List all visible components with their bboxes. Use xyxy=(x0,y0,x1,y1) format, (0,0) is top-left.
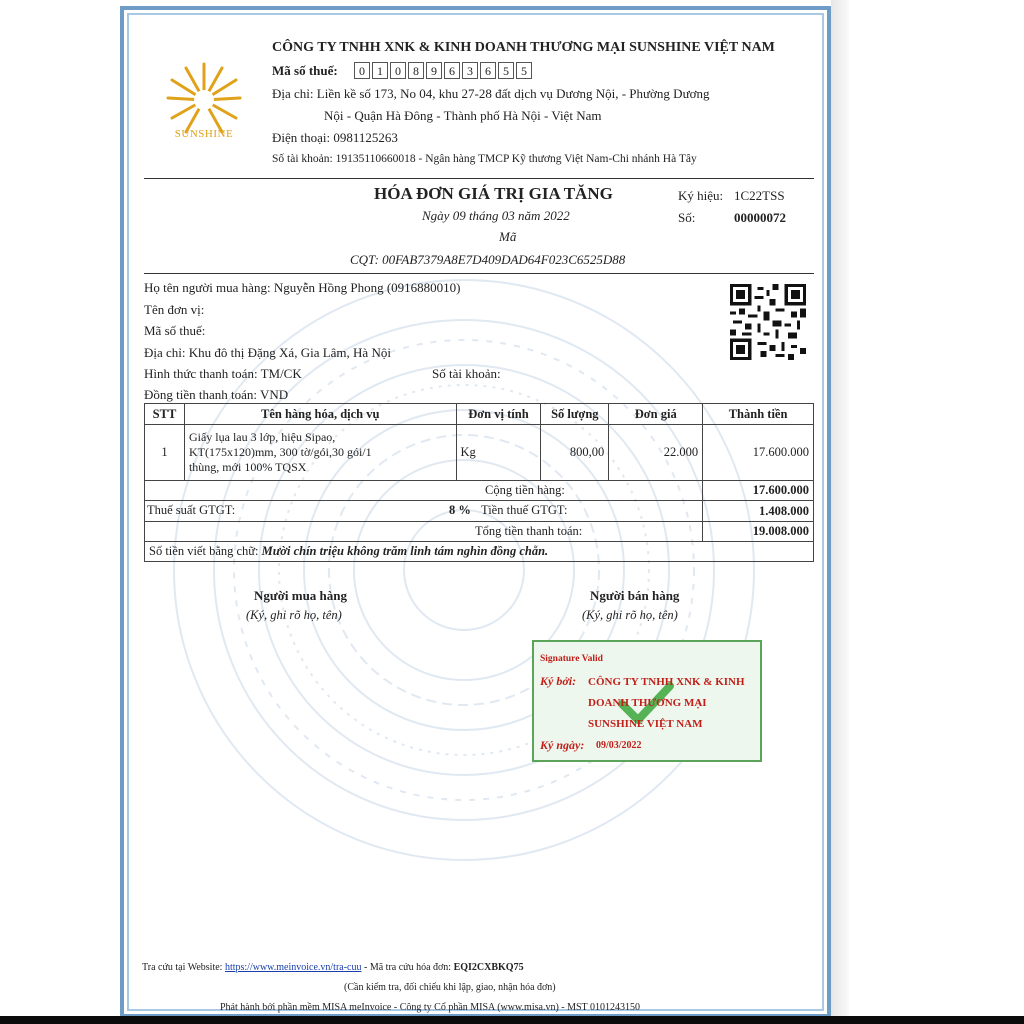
qr-code-icon xyxy=(730,284,806,360)
vat-rate-label: Thuế suất GTGT: xyxy=(147,503,236,517)
subtotal-value: 17.600.000 xyxy=(703,481,814,501)
total-row xyxy=(145,522,814,542)
tax-digit: 0 xyxy=(390,62,406,79)
tax-digit: 0 xyxy=(354,62,370,79)
lookup-code-text: - Mã tra cứu hóa đơn: xyxy=(364,962,452,973)
bottom-bar xyxy=(0,1016,1024,1024)
tax-digit: 6 xyxy=(480,62,496,79)
buyer-tax-code: Mã số thuế: xyxy=(144,323,206,338)
total-value: 19.008.000 xyxy=(703,522,814,542)
signed-by-line2: DOANH THƯƠNG MẠI xyxy=(588,697,707,709)
buyer-unit: Tên đơn vị: xyxy=(144,302,205,317)
items-table xyxy=(144,403,814,562)
currency: Đồng tiền thanh toán: VND xyxy=(144,387,289,402)
signed-date-value: 09/03/2022 xyxy=(596,740,642,751)
buyer-name: Họ tên người mua hàng: Nguyễn Hồng Phong (0916880010) xyxy=(144,280,461,295)
tax-code-boxes xyxy=(354,62,534,79)
company-address-line2: Nội - Quận Hà Đông - Thành phố Hà Nội - Việt Nam xyxy=(324,108,602,123)
buyer-signature-note: (Ký, ghi rõ họ, tên) xyxy=(246,608,342,622)
tax-digit: 1 xyxy=(372,62,388,79)
tax-digit: 9 xyxy=(426,62,442,79)
symbol-value: 1C22TSS xyxy=(734,188,785,203)
vat-cell xyxy=(145,501,703,522)
header-unit: Đơn vị tính xyxy=(456,404,541,425)
table-row xyxy=(145,425,814,481)
number-label: Số: xyxy=(678,210,696,225)
amount-in-words-value: Mười chín triệu không trăm linh tám nghìn đồng chẵn. xyxy=(261,544,549,558)
invoice-date: Ngày 09 tháng 03 năm 2022 xyxy=(422,208,570,223)
buyer-address: Địa chỉ: Khu đô thị Đặng Xá, Gia Lâm, Hà Nội xyxy=(144,345,391,360)
number-value: 00000072 xyxy=(734,210,786,225)
vat-rate-value: 8 % xyxy=(449,503,471,517)
row-unit-price: 22.000 xyxy=(609,425,703,481)
item-name-line3: thùng, mới 100% TQSX xyxy=(188,460,307,474)
footer-note: (Cần kiểm tra, đối chiếu khi lập, giao, nhận hóa đơn) xyxy=(344,982,556,993)
header-amount: Thành tiền xyxy=(703,404,814,425)
cqt-code-label: Mã xyxy=(499,229,517,244)
buyer-account: Số tài khoản: xyxy=(432,366,501,381)
vat-amount-label: Tiền thuế GTGT: xyxy=(481,503,568,517)
lookup-code: EQI2CXBKQ75 xyxy=(453,962,524,973)
lookup-prefix: Tra cứu tại Website: xyxy=(142,962,223,973)
tax-digit: 8 xyxy=(408,62,424,79)
signature-valid-label: Signature Valid xyxy=(540,654,603,664)
vat-row xyxy=(145,501,814,522)
company-address-line1: Địa chỉ: Liền kề số 173, No 04, khu 27-28 đất dịch vụ Dương Nội, - Phường Dương xyxy=(272,86,710,101)
company-phone: Điện thoại: 0981125263 xyxy=(272,130,398,145)
header-stt: STT xyxy=(145,404,185,425)
total-label: Tổng tiền thanh toán: xyxy=(145,522,703,542)
cqt-code: CQT: 00FAB7379A8E7D409DAD64F023C6525D88 xyxy=(350,252,626,267)
invoice-document xyxy=(120,6,831,1018)
subtotal-row xyxy=(145,481,814,501)
tax-digit: 6 xyxy=(444,62,460,79)
table-header-row xyxy=(145,404,814,425)
amount-in-words-row xyxy=(145,542,814,562)
signed-by-line3: SUNSHINE VIỆT NAM xyxy=(588,718,703,730)
company-name: CÔNG TY TNHH XNK & KINH DOANH THƯƠNG MẠI SUNSHINE VIỆT NAM xyxy=(272,40,775,55)
tax-digit: 5 xyxy=(516,62,532,79)
tax-code-label: Mã số thuế: xyxy=(272,63,338,78)
row-item-name xyxy=(184,425,456,481)
signed-by-line1: CÔNG TY TNHH XNK & KINH xyxy=(588,676,745,688)
digital-signature-box xyxy=(532,640,762,762)
seller-signature-title: Người bán hàng xyxy=(590,588,680,603)
title-divider xyxy=(144,273,814,274)
buyer-signature-title: Người mua hàng xyxy=(254,588,348,603)
seller-signature-note: (Ký, ghi rõ họ, tên) xyxy=(582,608,678,622)
header-quantity: Số lượng xyxy=(541,404,609,425)
invoice-title: HÓA ĐƠN GIÁ TRỊ GIA TĂNG xyxy=(374,184,613,203)
logo-text: SUNSHINE xyxy=(174,128,234,140)
company-account: Số tài khoản: 19135110660018 - Ngân hàng TMCP Kỹ thương Việt Nam-Chi nhánh Hà Tây xyxy=(272,153,697,165)
payment-method: Hình thức thanh toán: TM/CK xyxy=(144,366,302,381)
footer-issuer: Phát hành bởi phần mềm MISA meInvoice - Công ty Cổ phần MISA (www.misa.vn) - MST 0101243150 xyxy=(220,1002,640,1013)
row-unit: Kg xyxy=(456,425,541,481)
amount-in-words-label: Số tiền viết bằng chữ: xyxy=(149,544,259,558)
signed-date-label: Ký ngày: xyxy=(540,738,585,752)
header-item-name: Tên hàng hóa, dịch vụ xyxy=(184,404,456,425)
row-amount: 17.600.000 xyxy=(703,425,814,481)
header-unit-price: Đơn giá xyxy=(609,404,703,425)
subtotal-label: Cộng tiền hàng: xyxy=(145,481,703,501)
footer-lookup xyxy=(142,962,524,973)
header-divider xyxy=(144,178,814,179)
item-name-line1: Giấy lụa lau 3 lớp, hiệu Sipao, xyxy=(188,430,336,444)
lookup-url-link[interactable]: https://www.meinvoice.vn/tra-cuu xyxy=(224,962,362,973)
amount-in-words-cell xyxy=(145,542,814,562)
item-name-line2: KT(175x120)mm, 300 tờ/gói,30 gói/1 xyxy=(188,445,372,459)
page-shadow xyxy=(831,0,849,1024)
row-stt: 1 xyxy=(145,425,185,481)
tax-digit: 5 xyxy=(498,62,514,79)
row-quantity: 800,00 xyxy=(541,425,609,481)
tax-digit: 3 xyxy=(462,62,478,79)
vat-amount-value: 1.408.000 xyxy=(703,501,814,522)
symbol-label: Ký hiệu: xyxy=(678,188,724,203)
signed-by-label: Ký bởi: xyxy=(540,674,577,688)
